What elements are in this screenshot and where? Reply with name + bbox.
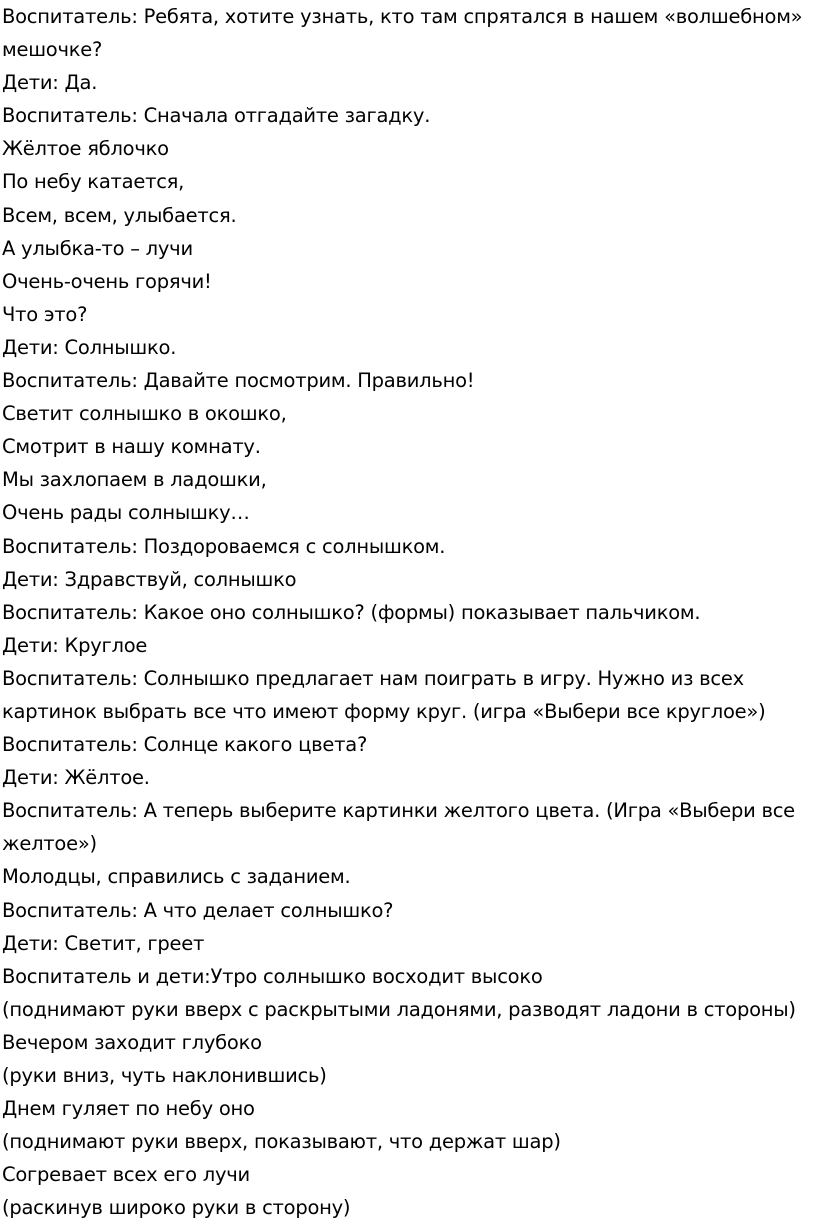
text-line: Воспитатель: Ребята, хотите узнать, кто там спрятался в нашем «волшебном»	[2, 5, 803, 28]
text-line: По небу катается,	[2, 170, 185, 194]
text-line: Молодцы, справились с заданием.	[2, 865, 351, 889]
text-line: Мы захлопаем в ладошки,	[2, 468, 267, 492]
text-line: Дети: Да.	[2, 71, 98, 95]
text-line: Жёлтое яблочко	[2, 137, 169, 161]
text-line: Дети: Светит, греет	[2, 931, 205, 955]
text-line: Смотрит в нашу комнату.	[2, 435, 261, 459]
text-line: желтое»)	[2, 832, 97, 856]
text-line: Днем гуляет по небу оно	[2, 1097, 255, 1121]
text-line: картинок выбрать все что имеют форму круг. (игра «Выбери все круглое»)	[2, 699, 766, 723]
text-line: (поднимают руки вверх, показывают, что держат шар)	[2, 1130, 561, 1154]
text-line: Воспитатель: Поздороваемся с солнышком.	[2, 534, 446, 558]
text-line: Воспитатель и дети:Утро солнышко восходит высоко	[2, 964, 543, 988]
text-line: (раскинув широко руки в сторону)	[2, 1196, 351, 1220]
text-line: Вечером заходит глубоко	[2, 1030, 262, 1054]
text-line: (руки вниз, чуть наклонившись)	[2, 1064, 327, 1087]
text-line: Воспитатель: Какое оно солнышко? (формы) показывает пальчиком.	[2, 600, 701, 624]
text-line: Очень рады солнышку…	[2, 501, 250, 525]
text-line: Воспитатель: А что делает солнышко?	[2, 898, 394, 922]
text-line: Всем, всем, улыбается.	[2, 203, 237, 227]
text-line: А улыбка-то – лучи	[2, 236, 193, 260]
text-line: Воспитатель: А теперь выберите картинки желтого цвета. (Игра «Выбери все	[2, 799, 795, 823]
text-line: Согревает всех его лучи	[2, 1163, 250, 1187]
text-line: Дети: Солнышко.	[2, 335, 177, 359]
text-line: Очень-очень горячи!	[2, 269, 212, 293]
text-line: Дети: Жёлтое.	[2, 766, 150, 790]
text-line: Дети: Круглое	[2, 633, 148, 657]
text-line: Воспитатель: Сначала отгадайте загадку.	[2, 104, 431, 128]
text-line: (поднимают руки вверх с раскрытыми ладонями, разводят ладони в стороны)	[2, 997, 796, 1021]
text-line: мешочке?	[2, 38, 103, 62]
text-line: Что это?	[2, 302, 88, 326]
document-page	[2, 0, 812, 1224]
text-line: Воспитатель: Солнышко предлагает нам поиграть в игру. Нужно из всех	[2, 666, 744, 690]
text-line: Воспитатель: Давайте посмотрим. Правильно!	[2, 369, 475, 393]
text-line: Воспитатель: Солнце какого цвета?	[2, 733, 368, 757]
text-line: Дети: Здравствуй, солнышко	[2, 567, 297, 591]
text-line: Светит солнышко в окошко,	[2, 402, 287, 426]
